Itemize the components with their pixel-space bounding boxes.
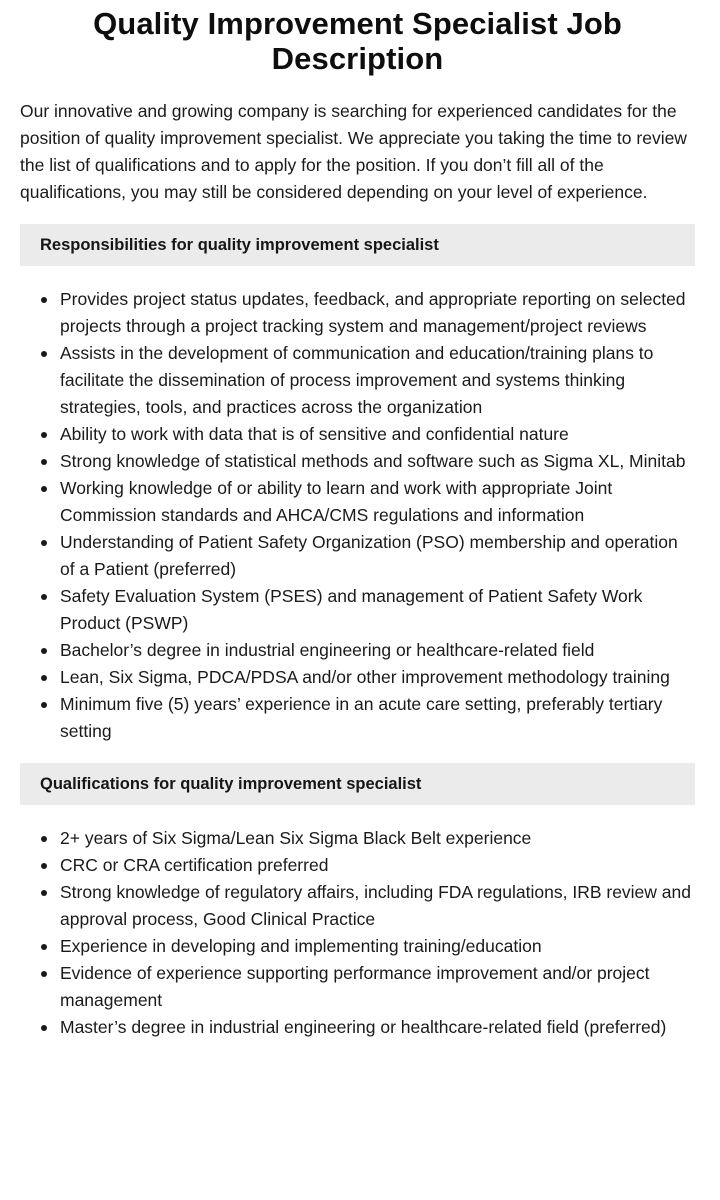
list-item: Provides project status updates, feedback, and appropriate reporting on selected projects through a project tracking system and management/project reviews: [20, 286, 695, 340]
list-item: Strong knowledge of regulatory affairs, including FDA regulations, IRB review and approval process, Good Clinical Practice: [20, 879, 695, 933]
qualifications-heading: Qualifications for quality improvement specialist: [20, 763, 695, 805]
responsibilities-list: [20, 286, 695, 745]
list-item: Master’s degree in industrial engineering or healthcare-related field (preferred): [20, 1014, 695, 1041]
list-item: Minimum five (5) years’ experience in an acute care setting, preferably tertiary setting: [20, 691, 695, 745]
intro-paragraph: Our innovative and growing company is searching for experienced candidates for the position of quality improvement specialist. We appreciate you taking the time to review the list of qualifications and to apply for the position. If you don’t fill all of the qualifications, you may still be considered depending on your level of experience.: [20, 101, 687, 202]
list-item: CRC or CRA certification preferred: [20, 852, 695, 879]
qualifications-list: [20, 825, 695, 1041]
list-item: Experience in developing and implementing training/education: [20, 933, 695, 960]
list-item: 2+ years of Six Sigma/Lean Six Sigma Black Belt experience: [20, 825, 695, 852]
list-item: Lean, Six Sigma, PDCA/PDSA and/or other improvement methodology training: [20, 664, 695, 691]
list-item: Safety Evaluation System (PSES) and management of Patient Safety Work Product (PSWP): [20, 583, 695, 637]
responsibilities-heading: Responsibilities for quality improvement specialist: [20, 224, 695, 266]
list-item: Strong knowledge of statistical methods and software such as Sigma XL, Minitab: [20, 448, 695, 475]
list-item: Evidence of experience supporting performance improvement and/or project management: [20, 960, 695, 1014]
list-item: Bachelor’s degree in industrial engineering or healthcare-related field: [20, 637, 695, 664]
page-title: Quality Improvement Specialist Job Description: [93, 6, 622, 76]
list-item: Understanding of Patient Safety Organization (PSO) membership and operation of a Patient (preferred): [20, 529, 695, 583]
list-item: Assists in the development of communication and education/training plans to facilitate the dissemination of process improvement and systems thinking strategies, tools, and practices across the organization: [20, 340, 695, 421]
list-item: Ability to work with data that is of sensitive and confidential nature: [20, 421, 695, 448]
list-item: Working knowledge of or ability to learn and work with appropriate Joint Commission standards and AHCA/CMS regulations and information: [20, 475, 695, 529]
